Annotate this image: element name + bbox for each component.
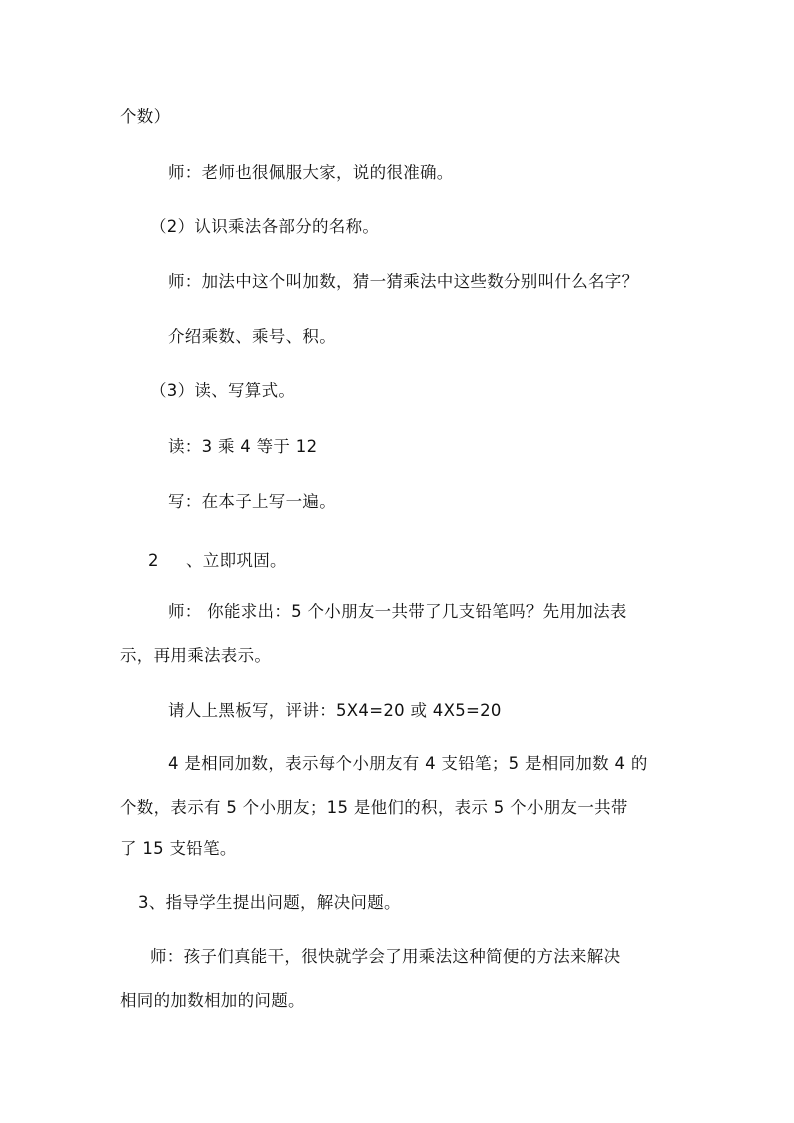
text-line-1: 个数） bbox=[120, 107, 171, 126]
text-line-4: 师：加法中这个叫加数，猜一猜乘法中这些数分别叫什么名字？ bbox=[168, 272, 639, 291]
text-line-3: （2）认识乘法各部分的名称。 bbox=[150, 217, 380, 236]
text-line-10: 师： 你能求出：5 个小朋友一共带了几支铅笔吗？先用加法表 bbox=[168, 602, 627, 621]
text-line-17: 师：孩子们真能干，很快就学会了用乘法这种简便的方法来解决 bbox=[150, 947, 621, 966]
text-line-8: 写：在本子上写一遍。 bbox=[168, 492, 336, 511]
text-line-6: （3）读、写算式。 bbox=[150, 381, 296, 400]
text-line-18: 相同的加数相加的问题。 bbox=[120, 991, 305, 1010]
text-line-16: 3、指导学生提出问题，解决问题。 bbox=[138, 893, 401, 912]
text-line-5: 介绍乘数、乘号、积。 bbox=[168, 327, 336, 346]
text-line-12: 请人上黑板写，评讲：5X4=20 或 4X5=20 bbox=[168, 701, 502, 720]
text-line-11: 示，再用乘法表示。 bbox=[120, 646, 272, 665]
text-line-14: 个数，表示有 5 个小朋友；15 是他们的积，表示 5 个小朋友一共带 bbox=[120, 798, 628, 817]
list-number-2: 2 bbox=[148, 551, 159, 570]
text-line-2: 师：老师也很佩服大家，说的很准确。 bbox=[168, 163, 454, 182]
text-line-7: 读：3 乘 4 等于 12 bbox=[168, 437, 318, 456]
text-line-15: 了 15 支铅笔。 bbox=[120, 839, 237, 858]
text-line-9: 、立即巩固。 bbox=[186, 551, 287, 570]
text-line-13: 4 是相同加数，表示每个小朋友有 4 支铅笔；5 是相同加数 4 的 bbox=[168, 754, 648, 773]
